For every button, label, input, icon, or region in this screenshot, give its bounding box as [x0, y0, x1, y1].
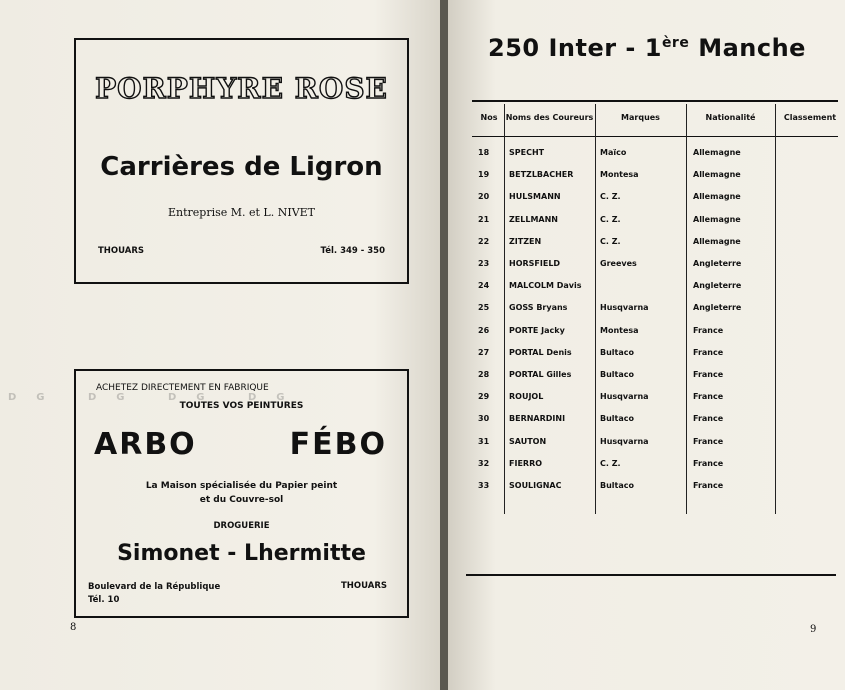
rider-name: PORTAL Gilles: [509, 370, 572, 379]
ad-arbo-city: THOUARS: [340, 581, 387, 591]
rider-name: PORTAL Denis: [509, 347, 572, 357]
ad-arbo-specialty-2: et du Couvre-sol: [199, 495, 284, 505]
table-row: [448, 459, 845, 473]
rider-name: ZITZEN: [509, 236, 542, 246]
rider-name: MALCOLM Davis: [509, 281, 582, 291]
rider-name: FIERRO: [509, 458, 543, 468]
rider-brand: C. Z.: [600, 192, 621, 202]
book-gutter: [440, 0, 448, 690]
ad-arbo-category: DROGUERIE: [213, 521, 270, 531]
rider-nationality: Allemagne: [693, 170, 741, 180]
ad-arbo-febo: [74, 369, 409, 618]
rider-name: SAUTON: [509, 436, 547, 446]
rider-nationality: Angleterre: [693, 303, 742, 313]
ad-arbo-specialty-1: La Maison spécialisée du Papier peint: [145, 481, 338, 491]
rider-number: 27: [478, 347, 490, 357]
rider-number: 21: [478, 214, 490, 224]
col-head-nationality: Nationalité: [705, 113, 756, 122]
col-head-name: Noms des Coureurs: [505, 113, 594, 122]
rider-brand: Husqvarna: [600, 436, 649, 446]
table-row: [448, 281, 845, 295]
table-row: [448, 392, 845, 406]
rider-nationality: Angleterre: [693, 281, 742, 291]
rider-name: PORTE Jacky: [509, 325, 565, 335]
rider-name: HORSFIELD: [509, 259, 561, 268]
rider-brand: Husqvarna: [600, 392, 649, 402]
col-head-ranking: Classement: [783, 113, 837, 122]
race-title-main: 250 Inter - 1: [488, 34, 662, 62]
rider-brand: Montesa: [600, 325, 639, 335]
rider-number: 26: [478, 325, 490, 335]
table-row: [448, 237, 845, 251]
table-row: [448, 259, 845, 273]
rider-name: SPECHT: [509, 148, 545, 157]
table-top-rule: [472, 100, 838, 102]
rider-brand: Maïco: [600, 148, 627, 157]
rider-number: 30: [478, 414, 490, 424]
table-row: [448, 170, 845, 184]
ad-arbo-phone: Tél. 10: [88, 595, 120, 605]
rider-number: 31: [478, 436, 490, 446]
ad-porphyre-title: PORPHYRE ROSE: [95, 72, 388, 105]
table-bottom-rule: [466, 574, 836, 576]
rider-nationality: France: [693, 370, 724, 379]
rider-number: 23: [478, 259, 490, 268]
rider-number: 32: [478, 458, 490, 468]
rider-number: 18: [478, 148, 490, 157]
ad-porphyre-rose: [74, 38, 409, 284]
ad-arbo-address-block: [88, 581, 220, 607]
race-title: [488, 34, 806, 62]
page-number-right: 9: [810, 624, 817, 635]
rider-name: SOULIGNAC: [509, 481, 562, 490]
table-row: [448, 303, 845, 317]
ad-arbo-specialty: [76, 479, 407, 507]
rider-nationality: Allemagne: [693, 236, 741, 246]
ad-arbo-company: Simonet - Lhermitte: [117, 541, 366, 566]
col-head-brand: Marques: [621, 113, 660, 122]
race-title-sup: ère: [661, 35, 690, 51]
rider-name: ROUJOL: [509, 392, 544, 402]
rider-brand: C. Z.: [600, 458, 621, 468]
table-row: [448, 437, 845, 451]
rider-name: BETZLBACHER: [509, 170, 574, 180]
ad-porphyre-company: Carrières de Ligron: [100, 152, 383, 182]
rider-brand: C. Z.: [600, 236, 621, 246]
rider-nationality: France: [693, 481, 724, 490]
rider-nationality: France: [693, 414, 724, 424]
rider-brand: Bultaco: [600, 414, 634, 424]
rider-nationality: Allemagne: [693, 148, 741, 157]
ad-porphyre-city: THOUARS: [98, 246, 145, 256]
rider-number: 25: [478, 303, 490, 313]
table-row: [448, 370, 845, 384]
rider-brand: Husqvarna: [600, 303, 649, 313]
race-title-end: Manche: [689, 34, 806, 62]
rider-number: 33: [478, 481, 490, 490]
rider-nationality: France: [693, 392, 724, 402]
rider-nationality: France: [693, 347, 724, 357]
table-row: [448, 148, 845, 162]
rider-brand: C. Z.: [600, 214, 621, 224]
table-row: [448, 192, 845, 206]
rider-nationality: France: [693, 458, 724, 468]
rider-nationality: Angleterre: [693, 259, 742, 268]
ad-porphyre-phone: Tél. 349 - 350: [320, 246, 385, 256]
rider-name: HULSMANN: [509, 192, 561, 202]
table-row: [448, 215, 845, 229]
rider-name: BERNARDINI: [509, 414, 566, 424]
rider-number: 20: [478, 192, 490, 202]
rider-nationality: Allemagne: [693, 214, 741, 224]
rider-number: 19: [478, 170, 490, 180]
rider-brand: Bultaco: [600, 370, 634, 379]
rider-brand: Bultaco: [600, 347, 634, 357]
rider-nationality: Allemagne: [693, 192, 741, 202]
rider-number: 29: [478, 392, 490, 402]
table-row: [448, 326, 845, 340]
table-row: [448, 348, 845, 362]
rider-nationality: France: [693, 436, 724, 446]
table-row: [448, 414, 845, 428]
rider-name: GOSS Bryans: [509, 303, 568, 313]
ad-arbo-address: Boulevard de la République: [88, 582, 221, 592]
ad-porphyre-owner: Entreprise M. et L. NIVET: [167, 206, 316, 219]
rider-number: 28: [478, 370, 490, 379]
rider-brand: Bultaco: [600, 481, 634, 490]
rider-number: 24: [478, 281, 490, 291]
rider-name: ZELLMANN: [509, 214, 559, 224]
table-header-rule: [472, 136, 838, 137]
table-row: [448, 481, 845, 495]
ad-arbo-brand-right: FÉBO: [289, 427, 387, 462]
page-number-left: 8: [70, 622, 77, 633]
rider-nationality: France: [693, 325, 724, 335]
rider-brand: Montesa: [600, 170, 639, 180]
rider-brand: Greeves: [600, 259, 637, 268]
col-head-no: Nos: [480, 113, 498, 122]
rider-number: 22: [478, 236, 490, 246]
right-page: [448, 0, 845, 690]
ad-arbo-brand-left: ARBO: [94, 427, 197, 462]
ad-arbo-line2: TOUTES VOS PEINTURES: [179, 401, 304, 411]
watermark-stamp: DG DG DG DG: [8, 392, 305, 403]
ad-arbo-line1: ACHETEZ DIRECTEMENT EN FABRIQUE: [96, 383, 269, 393]
